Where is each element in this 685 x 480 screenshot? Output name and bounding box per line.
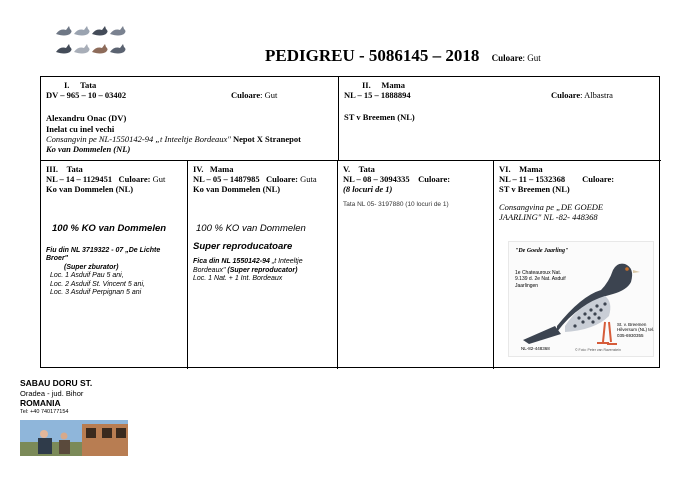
c6-role: Mama [519, 164, 543, 174]
owner-photo [20, 420, 128, 456]
owner-block [20, 378, 92, 416]
photo-ring: NL-82-448368 [521, 346, 550, 351]
c3-numeral: III. [46, 164, 59, 174]
c3-result-1: Loc. 1 Asduif Pau 5 ani, [50, 272, 124, 280]
c6-consang: Consangvina pe „DE GOEDE JAARLING" NL -82- 448368 [499, 201, 604, 222]
c6-culoare-label: Culoare [582, 174, 612, 185]
c5-numeral: V. [343, 164, 351, 174]
tata-consang: Consangvin pe NL-1550142-94 [46, 133, 154, 144]
c4-fica-quote: „t Inteeltje Bordeaux" [193, 258, 303, 274]
c3-result-3: Loc. 3 Asduif Perpignan 5 ani [50, 288, 142, 296]
pigeon-photo [508, 241, 654, 357]
photo-breeder: St. v. Breemen Hilversum (NL) tel. 035-6930355 [617, 322, 655, 338]
pedigree-number: PEDIGREU - 5086145 – 2018 [265, 46, 480, 65]
owner-phone: Tel: +40 740177154 [20, 408, 69, 415]
mama-numeral: II. [362, 80, 371, 90]
tata-ko: Ko van Dommelen (NL) [46, 143, 131, 154]
c3-role: Tata [66, 164, 83, 174]
c3-culoare-label: Culoare [118, 174, 148, 185]
tata-owner: Alexandru Onac (DV) [46, 113, 127, 124]
tata-note: Inelat cu inel vechi [46, 123, 115, 134]
pedigree-title: PEDIGREU - 5086145 – 2018 Culoare: Gut [265, 46, 541, 65]
c3-ring: NL – 14 – 1129451 [46, 174, 113, 185]
cell-granddam-2: VI. Mama NL – 11 – 1532368 Culoare: ST v Breemen (NL) Consangvina pe „DE GOEDE JAARLING" NL -82- 448368 "De Goede Jaarling" 1e Chateauroux Nat. 9.139 d. 2e Nat. Asduif Jaarlingen St. v. Breemen Hilversum (NL) tel. 035-6930355 NL-82-448368 © Foto: Peter van Ravenstein [494, 161, 661, 369]
c6-breeder: ST v Breemen (NL) [499, 184, 570, 195]
c3-breeder: Ko van Dommelen (NL) [46, 184, 134, 195]
c4-super: Super reproducatoare [193, 240, 293, 252]
mama-culoare-label: Culoare [551, 90, 581, 101]
c6-ring: NL – 11 – 1532368 [499, 174, 566, 185]
tata-role: Tata [80, 80, 97, 90]
c3-super: (Super zburator) [64, 263, 119, 271]
c4-result: Loc. 1 Nat. + 1 Int. Bordeaux [193, 275, 283, 283]
cell-tata: I. Tata DV – 965 – 10 – 03402 Culoare: Gut Alexandru Onac (DV) Inelat cu inel vechi Consangvin pe NL-1550142-94 „t Inteeltje Bordeaux" Nepot X Stranepot Ko van Dommelen (NL) [41, 77, 339, 161]
cell-grandsire-2: V. Tata NL – 08 – 3094335 Culoare: (8 locuri de 1) Tata NL 05- 3197880 (10 locuri de 1) [338, 161, 494, 369]
tata-culoare-value: Gut [264, 90, 278, 101]
c5-ring: NL – 08 – 3094335 [343, 174, 410, 185]
c4-breeder: Ko van Dommelen (NL) [193, 184, 281, 195]
cell-granddam-1: IV. Mama NL – 05 – 1487985 Culoare: Guta Ko van Dommelen (NL) 100 % KO van Dommelen Super reproducatoare Fica din NL 1550142-94 „t Inteeltje Bordeaux" (Super reproducator) Loc. 1 Nat. + 1 Int. Bordeaux [188, 161, 338, 369]
c4-ko100: 100 % KO van Dommelen [196, 222, 306, 234]
c4-numeral: IV. [193, 164, 204, 174]
c3-culoare-value: Gut [152, 174, 166, 185]
pigeon-icon [509, 242, 655, 358]
c3-fiu: Fiu din NL 3719322 - 07 „De Lichte Broer" [46, 246, 161, 263]
pedigree-grid [40, 76, 660, 368]
tata-numeral: I. [64, 80, 70, 90]
c4-role: Mama [209, 164, 234, 174]
tata-nepot: Nepot X Stranepot [232, 133, 301, 144]
c4-ring: NL – 05 – 1487985 [193, 174, 260, 185]
culoare-value: Gut [527, 53, 541, 63]
c5-role: Tata [358, 164, 375, 174]
c3-result-2: Loc. 2 Asduif St. Vincent 5 ani, [50, 280, 145, 288]
tata-ring: DV – 965 – 10 – 03402 [46, 90, 127, 101]
mama-role: Mama [381, 80, 405, 90]
mama-ring: NL – 15 – 1888894 [344, 90, 411, 101]
photo-results: 1e Chateauroux Nat. 9.139 d. 2e Nat. Asduif Jaarlingen [515, 270, 566, 289]
c5-tata-line: Tata NL 05- 3197880 (10 locuri de 1) [343, 200, 449, 208]
owner-city: Oradea - jud. Bihor [20, 388, 84, 398]
c3-ko100: 100 % KO van Dommelen [52, 222, 167, 234]
cell-grandsire-1: III. Tata NL – 14 – 1129451 Culoare: Gut Ko van Dommelen (NL) 100 % KO van Dommelen Fiu din NL 3719322 - 07 „De Lichte Broer" (Super zburator) Loc. 1 Asduif Pau 5 ani, Loc. 2 Asduif St. Vincent 5 ani, Loc. 3 Asduif Perpignan 5 ani [41, 161, 188, 369]
owner-name: SABAU DORU ST. [20, 378, 93, 388]
c4-culoare-label: Culoare [265, 174, 296, 185]
mama-breeder: ST v Breemen (NL) [344, 112, 415, 123]
c5-culoare-label: Culoare [418, 174, 448, 185]
c5-note: (8 locuri de 1) [343, 184, 393, 195]
c4-fica-super: (Super reproducator) [227, 266, 298, 274]
mama-culoare-value: Albastra [584, 90, 613, 101]
cell-mama: II. Mama NL – 15 – 1888894 Culoare: Albastra ST v Breemen (NL) [339, 77, 661, 161]
owner-country: ROMANIA [20, 398, 61, 408]
c4-culoare-value: Guta [300, 174, 317, 185]
c6-numeral: VI. [499, 164, 511, 174]
culoare-label: Culoare [491, 53, 523, 63]
c4-fica: Fica din NL 1550142-94 [193, 258, 270, 266]
pigeons-logo [54, 26, 126, 60]
tata-culoare-label: Culoare [231, 90, 261, 101]
photo-credit: © Foto: Peter van Ravenstein [575, 348, 621, 352]
tata-consang-quote: „t Inteeltje Bordeaux" [155, 133, 231, 144]
photo-pigeon-name: "De Goede Jaarling" [515, 248, 569, 254]
